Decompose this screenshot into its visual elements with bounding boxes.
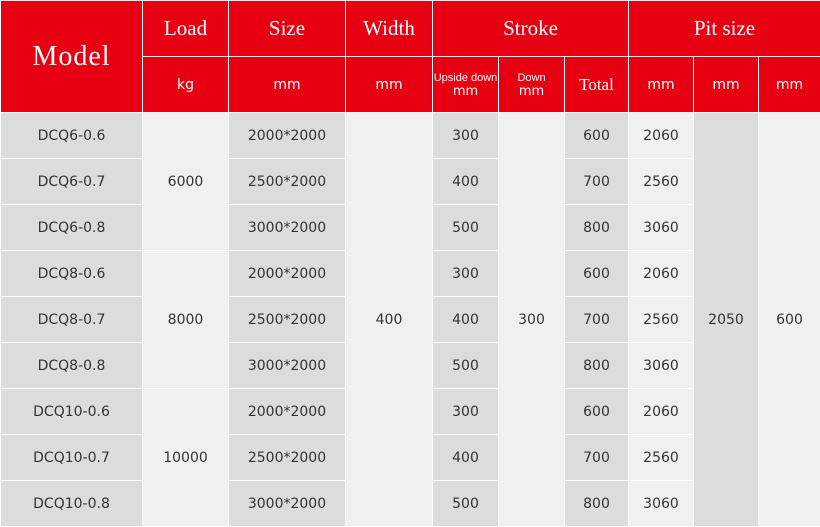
load-cell: 8000	[143, 251, 229, 389]
size-cell: 2000*2000	[229, 389, 346, 435]
pit-size-2-cell: 2050	[694, 113, 759, 527]
size-cell: 2500*2000	[229, 297, 346, 343]
upside-down-cell: 300	[433, 389, 499, 435]
size-cell: 3000*2000	[229, 481, 346, 527]
model-cell: DCQ8-0.6	[1, 251, 143, 297]
pit-size-3-cell: 600	[759, 113, 820, 527]
pit-size-1-cell: 3060	[629, 481, 694, 527]
upside-down-cell: 500	[433, 205, 499, 251]
pit-unit-1: mm	[629, 57, 694, 113]
upside-down-cell: 500	[433, 481, 499, 527]
total-cell: 700	[565, 159, 629, 205]
pit-size-header: Pit size	[629, 1, 820, 57]
total-cell: 600	[565, 251, 629, 297]
pit-size-1-cell: 2560	[629, 159, 694, 205]
model-header: Model	[1, 1, 143, 113]
pit-size-1-cell: 2560	[629, 297, 694, 343]
model-cell: DCQ10-0.7	[1, 435, 143, 481]
model-cell: DCQ10-0.8	[1, 481, 143, 527]
size-unit: mm	[229, 57, 346, 113]
down-label: Down	[517, 72, 545, 84]
upside-down-label: Upside down	[434, 72, 498, 84]
total-header: Total	[565, 57, 629, 113]
pit-unit-2: mm	[694, 57, 759, 113]
model-cell: DCQ6-0.8	[1, 205, 143, 251]
width-header: Width	[346, 1, 433, 57]
upside-down-cell: 400	[433, 159, 499, 205]
down-unit: mm	[499, 85, 564, 99]
pit-size-1-cell: 2060	[629, 113, 694, 159]
upside-down-cell: 500	[433, 343, 499, 389]
upside-down-header	[433, 57, 499, 113]
pit-size-1-cell: 2060	[629, 389, 694, 435]
total-cell: 800	[565, 205, 629, 251]
width-cell: 400	[346, 113, 433, 527]
pit-size-1-cell: 3060	[629, 205, 694, 251]
total-cell: 700	[565, 297, 629, 343]
upside-down-cell: 300	[433, 251, 499, 297]
total-cell: 600	[565, 113, 629, 159]
load-header: Load	[143, 1, 229, 57]
pit-size-1-cell: 2060	[629, 251, 694, 297]
size-cell: 2500*2000	[229, 435, 346, 481]
total-cell: 800	[565, 343, 629, 389]
model-cell: DCQ8-0.8	[1, 343, 143, 389]
load-unit: kg	[143, 57, 229, 113]
model-cell: DCQ8-0.7	[1, 297, 143, 343]
pit-size-1-cell: 2560	[629, 435, 694, 481]
total-cell: 600	[565, 389, 629, 435]
pit-unit-3: mm	[759, 57, 820, 113]
pit-size-1-cell: 3060	[629, 343, 694, 389]
header-row-1	[1, 1, 820, 57]
size-cell: 2000*2000	[229, 251, 346, 297]
stroke-header: Stroke	[433, 1, 629, 57]
width-unit: mm	[346, 57, 433, 113]
load-cell: 10000	[143, 389, 229, 527]
load-cell: 6000	[143, 113, 229, 251]
size-cell: 2000*2000	[229, 113, 346, 159]
total-cell: 800	[565, 481, 629, 527]
model-cell: DCQ10-0.6	[1, 389, 143, 435]
upside-down-cell: 300	[433, 113, 499, 159]
table-row	[1, 113, 820, 159]
upside-down-cell: 400	[433, 297, 499, 343]
model-cell: DCQ6-0.6	[1, 113, 143, 159]
upside-down-unit: mm	[433, 85, 498, 99]
down-header	[499, 57, 565, 113]
total-cell: 700	[565, 435, 629, 481]
upside-down-cell: 400	[433, 435, 499, 481]
model-cell: DCQ6-0.7	[1, 159, 143, 205]
down-cell: 300	[499, 113, 565, 527]
size-header: Size	[229, 1, 346, 57]
size-cell: 3000*2000	[229, 205, 346, 251]
size-cell: 2500*2000	[229, 159, 346, 205]
size-cell: 3000*2000	[229, 343, 346, 389]
